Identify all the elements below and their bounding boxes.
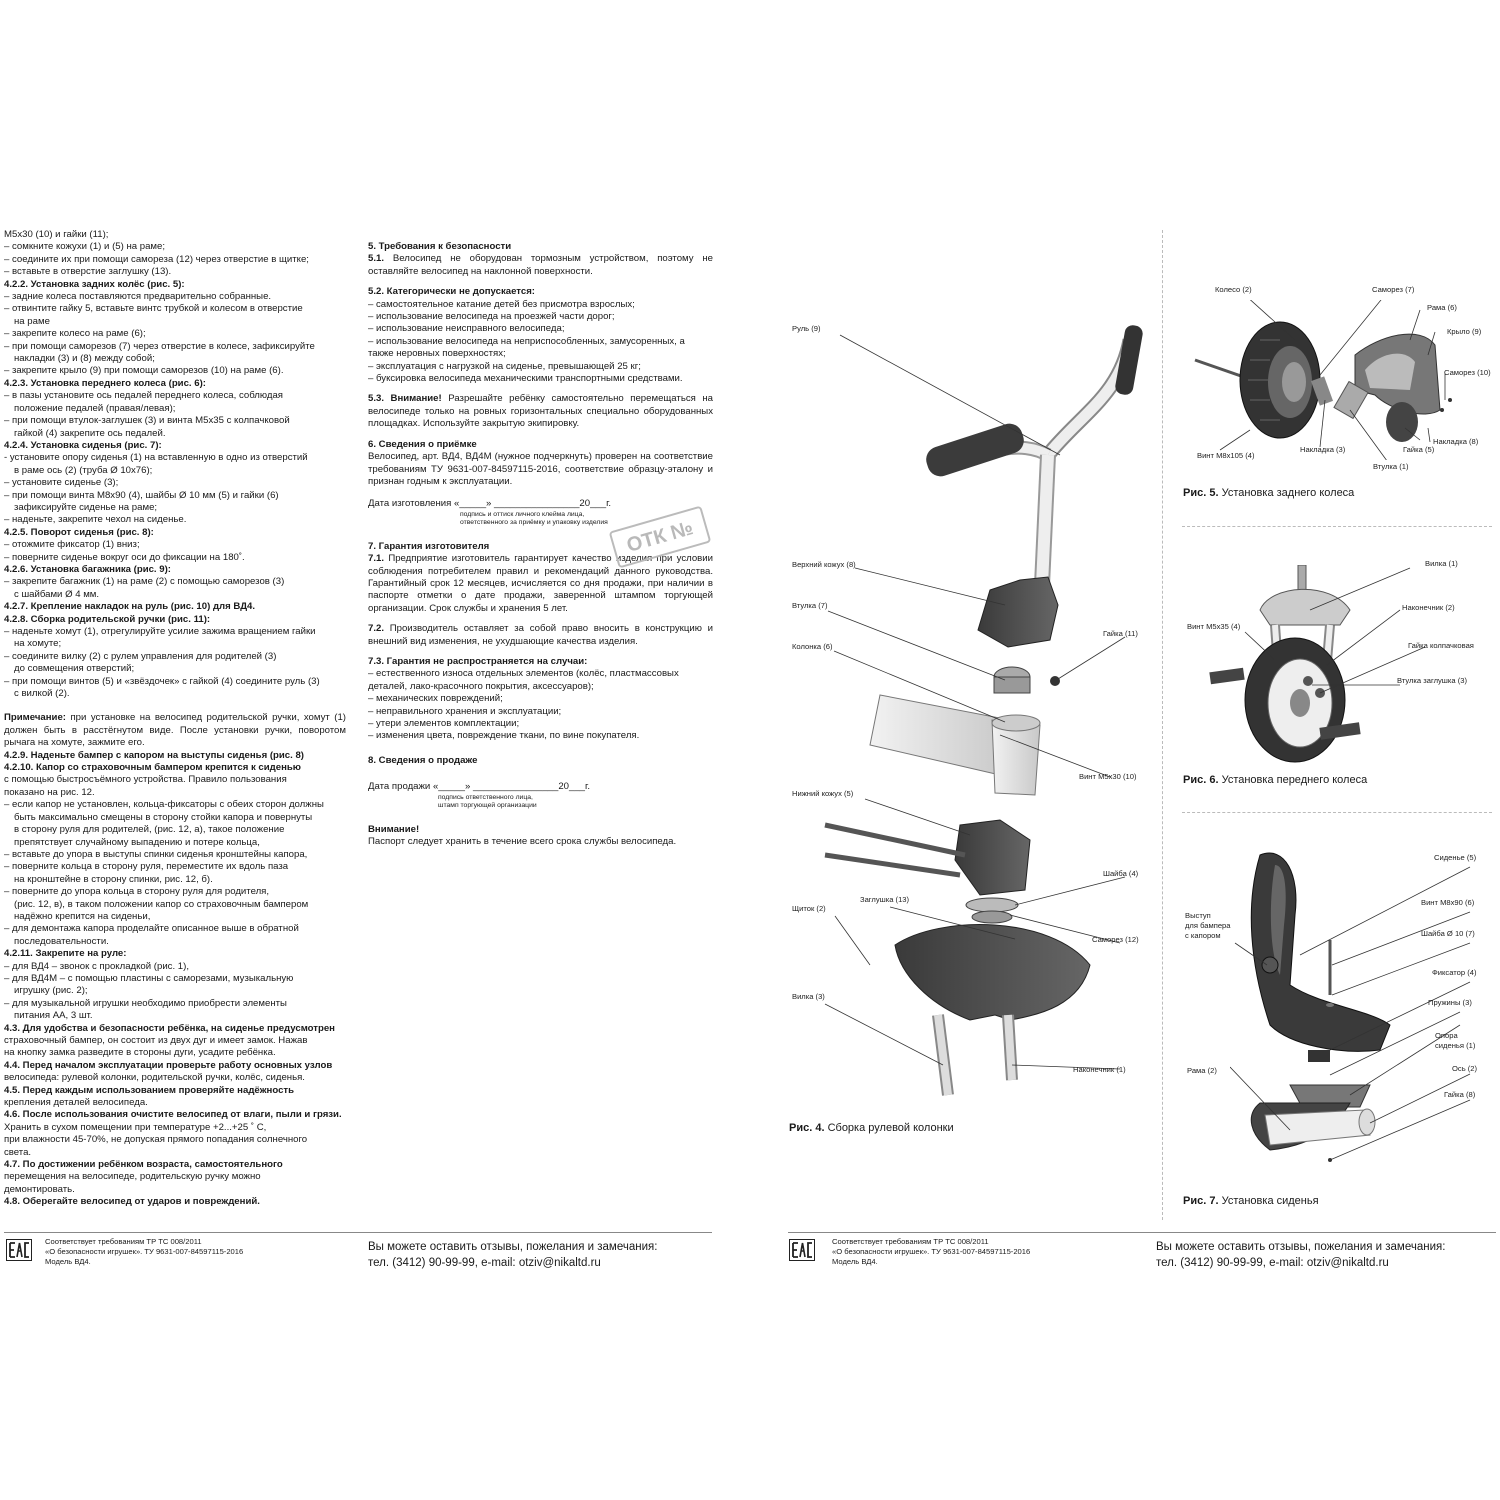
left-text-line: – при помощи втулок-заглушек (3) и винта М5х35 с колпачковой: [4, 415, 290, 427]
left-text-line: крепления деталей велосипеда.: [4, 1097, 148, 1109]
fig7-label-bump: Выступ для бампера с капором: [1185, 911, 1231, 940]
left-text-line: с вилкой (2).: [14, 688, 70, 700]
otk-stamp: ОТК №: [609, 506, 712, 569]
left-text-line: – установите сиденье (3);: [4, 477, 119, 489]
fig5-caption: Рис. 5. Установка заднего колеса: [1183, 487, 1355, 499]
figure-divider: [1162, 230, 1163, 1220]
s5-3: 5.3. Внимание! Разрешайте ребёнку самостоятельно перемещаться на велосипеде только на ровных горизонтальных специально оборудованных площадках. Используйте закрытую экипировку.: [368, 393, 713, 430]
left-text-line: 4.2.9. Наденьте бампер с капором на выступы сиденья (рис. 8): [4, 749, 304, 761]
s7-3-item: – неправильного хранения и эксплуатации;: [368, 705, 562, 717]
fig4-label-plug: Заглушка (13): [860, 895, 910, 904]
s7-3-item: – утери элементов комплектации;: [368, 718, 520, 729]
left-text-line: – для демонтажа капора проделайте описанное выше в обратной: [4, 923, 299, 935]
s7-1: 7.1. Предприятие изготовитель гарантирует качество изделия при условии соблюдения потребителем правил и рекомендаций данного руководства. Гарантийный срок 12 месяцев, исчисляется со дня продажи, при наличии в паспорте отметки о дате продажи, заверенной штампом торгующей организации. Срок службы и хранения 5 лет.: [368, 553, 713, 614]
left-text-line: с шайбами Ø 4 мм.: [14, 588, 100, 600]
s6-signature: подпись и оттиск личного клейма лица, ответственного за приёмку и упаковку изделия: [460, 510, 608, 526]
left-text-line: света.: [4, 1146, 32, 1158]
fig7-label-seat: Сиденье (5): [1434, 853, 1477, 862]
left-text-line: 4.2.4. Установка сиденья (рис. 7):: [4, 439, 162, 451]
s5-1: 5.1. Велосипед не оборудован тормозным устройством, поэтому не оставляйте велосипед на наклонной поверхности.: [368, 253, 713, 277]
fig7-illustration: [1230, 845, 1490, 1180]
fig4-label-washer: Шайба (4): [1103, 869, 1139, 878]
left-text-line: 4.4. Перед началом эксплуатации проверьте работу основных узлов: [4, 1059, 333, 1071]
left-text-line: 4.2.2. Установка задних колёс (рис. 5):: [4, 278, 185, 290]
s7-3-item: – естественного износа отдельных элементов (колёс, пластмассовых деталей, лако-красочного покрытия, аксессуаров);: [368, 668, 679, 692]
left-text-line: гайкой (4) закрепите ось педалей.: [14, 427, 166, 439]
fig7-label-support: Опора сиденья (1): [1435, 1031, 1476, 1050]
s5-2-item: – использование велосипеда на неприспособленных, замусоренных, а также неровных поверхностях;: [368, 335, 685, 360]
left-text-line: 4.2.8. Сборка родительской ручки (рис. 11):: [4, 613, 211, 625]
fig7-label-screw: Винт М8х90 (6): [1421, 898, 1475, 907]
fig7-label-lock: Фиксатор (4): [1432, 968, 1477, 977]
left-text-line: в сторону руля для родителей, (рис. 12, а), такое положение: [14, 824, 285, 836]
left-text-line: на хомуте;: [14, 638, 62, 650]
left-text-line: на кронштейне в сторону спинки, рис. 12, б).: [14, 873, 213, 885]
fig7-caption: Рис. 7. Установка сиденья: [1183, 1195, 1319, 1207]
left-text-line: - установите опору сиденья (1) на вставленную в одно из отверстий: [4, 452, 308, 464]
left-text-line: М5х30 (10) и гайки (11);: [4, 229, 109, 240]
fig6-label-screw: Винт М5х35 (4): [1187, 622, 1241, 631]
left-text-line: 4.2.11. Закрепите на руле:: [4, 948, 127, 960]
left-text-line: – поверните до упора кольца в сторону руля для родителя,: [4, 886, 270, 898]
fig5-label-wing: Крыло (9): [1447, 327, 1482, 336]
left-text-line: демонтировать.: [4, 1183, 75, 1195]
fig4-label-fork: Вилка (3): [792, 992, 825, 1001]
left-text-line: на раме: [14, 315, 50, 327]
fig4-label-upper-cover: Верхний кожух (8): [792, 560, 856, 569]
fig5-label-bush: Втулка (1): [1373, 462, 1409, 471]
left-text-line: 4.2.5. Поворот сиденья (рис. 8):: [4, 526, 154, 538]
left-text-line: – поверните сиденье вокруг оси до фиксации на 180˚.: [4, 551, 245, 563]
fig6-label-plug: Втулка заглушка (3): [1397, 676, 1467, 685]
fig4-label-nut: Гайка (11): [1103, 629, 1138, 638]
left-text-line: – соедините их при помощи самореза (12) через отверстие в щитке;: [4, 253, 309, 265]
left-text-line: на кнопку замка разведите в стороны дуги, усадите ребёнка.: [4, 1047, 276, 1059]
fig5-label-pad3: Накладка (3): [1300, 445, 1346, 454]
left-text-line: – для ВД4 – звонок с прокладкой (рис. 1),: [4, 960, 190, 972]
left-text-line: велосипеда: рулевой колонки, родительской ручки, колёс, сиденья.: [4, 1072, 305, 1084]
footer-rule-left: [4, 1232, 712, 1233]
fig5-label-wheel: Колесо (2): [1215, 285, 1252, 294]
s5-2-item: – использование неисправного велосипеда;: [368, 323, 565, 335]
s5-2-item: – использование велосипеда на проезжей части дорог;: [368, 311, 615, 323]
left-text-line: – наденьте хомут (1), отрегулируйте усилие зажима вращением гайки: [4, 626, 316, 637]
fig4-label-self-tapper: Саморез (12): [1092, 935, 1139, 944]
left-text-line: – закрепите колесо на раме (6);: [4, 328, 146, 340]
fig7-label-axle: Ось (2): [1452, 1064, 1478, 1073]
fig4-label-rul: Руль (9): [792, 324, 821, 333]
s7-3-item: – изменения цвета, повреждение ткани, по вине покупателя.: [368, 730, 640, 742]
left-text-line: 4.6. После использования очистите велосипед от влаги, пыли и грязи.: [4, 1109, 342, 1121]
s6-title: 6. Сведения о приёмке: [368, 438, 477, 450]
s5-title: 5. Требования к безопасности: [368, 241, 512, 252]
left-text-line: игрушку (рис. 2);: [14, 985, 88, 997]
left-text-line: положение педалей (правая/левая);: [14, 402, 176, 414]
fig5-label-screw: Винт М8х105 (4): [1197, 451, 1255, 460]
footer-rule-right: [788, 1232, 1496, 1233]
left-text-line: до совмещения отверстий;: [14, 663, 135, 675]
left-text-line: – для ВД4М – с помощью пластины с саморезами, музыкальную: [4, 972, 294, 984]
left-text-line: – соедините вилку (2) с рулем управления для родителей (3): [4, 650, 277, 662]
left-text-line: 4.2.3. Установка переднего колеса (рис. 6):: [4, 377, 206, 389]
s8-signature: подпись ответственного лица, штамп торгующей организации: [438, 793, 537, 809]
left-text-line: – закрепите крыло (9) при помощи саморезов (10) на раме (6).: [4, 365, 284, 377]
fig4-label-column: Колонка (6): [792, 642, 833, 651]
left-text-line: в раме ось (2) (труба Ø 10х76);: [14, 464, 153, 476]
fig5-label-nut: Гайка (5): [1403, 445, 1435, 454]
fig7-label-washer: Шайба Ø 10 (7): [1421, 929, 1475, 938]
fig4-label-shield: Щиток (2): [792, 904, 826, 913]
left-text-line: 4.8. Оберегайте велосипед от ударов и повреждений.: [4, 1196, 260, 1208]
left-text-line: 4.2.7. Крепление накладок на руль (рис. 10) для ВД4.: [4, 601, 256, 613]
footer-cert-right: Соответствует требованиям ТР ТС 008/2011 «О безопасности игрушек». ТУ 9631-007-84597115-2016 Модель ВД4.: [832, 1237, 1031, 1266]
fig5-label-self7: Саморез (7): [1372, 285, 1415, 294]
fig4-caption: Рис. 4. Сборка рулевой колонки: [789, 1122, 954, 1134]
left-text-line: – при помощи винта М8х90 (4), шайбы Ø 10 мм (5) и гайки (6): [4, 489, 279, 501]
fig4-label-tip: Наконечник (1): [1073, 1065, 1126, 1074]
s7-3-list: [368, 668, 713, 742]
left-text-line: 4.7. По достижении ребёнком возраста, самостоятельного: [4, 1159, 283, 1171]
left-text-line: 4.2.10. Капор со страховочным бампером крепится к сиденью: [4, 762, 301, 774]
fig5-label-frame: Рама (6): [1427, 303, 1457, 312]
s5-2-title: 5.2. Категорически не допускается:: [368, 286, 535, 298]
left-text-line: – отвинтите гайку 5, вставьте винтс трубкой и колесом в отверстие: [4, 303, 303, 315]
left-text-line: – при помощи саморезов (7) через отверстие в колесе, зафиксируйте: [4, 340, 315, 352]
note-paragraph: Примечание: при установке на велосипед родительской ручки, хомут (1) должен быть в расстёгнутом виде. После установки ручки, поворотом рычага на хомуте, зажмите его.: [4, 712, 346, 749]
left-text-line: – вставьте до упора в выступы спинки сиденья кронштейны капора,: [4, 848, 308, 860]
fig6-label-capnut: Гайка колпачковая: [1408, 641, 1474, 650]
s6-date: Дата изготовления «_____» ________________20___г.: [368, 498, 612, 510]
left-text-line: питания АА, 3 шт.: [14, 1010, 93, 1022]
footer-feedback-right: Вы можете оставить отзывы, пожелания и замечания: тел. (3412) 90-99-99, e-mail: otziv@nikaltd.ru: [1156, 1241, 1446, 1269]
left-text-line: последовательности.: [14, 935, 109, 947]
left-text-line: – сомкните кожухи (1) и (5) на раме;: [4, 241, 166, 253]
left-text-line: – для музыкальной игрушки необходимо приобрести элементы: [4, 997, 287, 1009]
left-text-line: с помощью быстросъёмного устройства. Правило пользования: [4, 774, 287, 786]
left-text-line: 4.5. Перед каждым использованием проверяйте надёжность: [4, 1084, 295, 1096]
left-text-column: [4, 229, 346, 1209]
fig6-caption: Рис. 6. Установка переднего колеса: [1183, 774, 1368, 786]
s7-title: 7. Гарантия изготовителя: [368, 540, 490, 552]
eac-mark-icon: [6, 1239, 32, 1261]
s7-3-item: – механических повреждений;: [368, 693, 503, 705]
fig6-illustration: [1200, 565, 1490, 765]
left-text-line: страховочный бампер, он состоит из двух дуг и имеет замок. Нажав: [4, 1035, 308, 1046]
left-text-line: – при помощи винтов (5) и «звёздочек» с гайкой (4) соедините руль (3): [4, 675, 320, 687]
left-text-line: зафиксируйте сиденье на раме;: [14, 501, 158, 513]
left-text-line: 4.2.6. Установка багажника (рис. 9):: [4, 563, 171, 575]
left-text-line: показано на рис. 12.: [4, 786, 95, 798]
left-text-line: (рис. 12, в), в таком положении капор со страховочным бампером: [14, 898, 309, 910]
footer-cert-left: Соответствует требованиям ТР ТС 008/2011 «О безопасности игрушек». ТУ 9631-007-84597115-2016 Модель ВД4.: [45, 1237, 244, 1266]
s6-text: Велосипед, арт. ВД4, ВД4М (нужное подчеркнуть) проверен на соответствие требованиям ТУ 9631-007-84597115-2016, соответствие образцу-эталону и признан годным к эксплуатации.: [368, 451, 713, 487]
fig7-label-frame: Рама (2): [1187, 1066, 1217, 1075]
left-text-line: препятствует случайному выпадению и потере кольца,: [14, 836, 260, 848]
s5-2-list: [368, 299, 713, 386]
left-text-line: – задние колеса поставляются предварительно собранные.: [4, 291, 272, 303]
left-text-line: – поверните кольца в сторону руля, переместите их вдоль паза: [4, 861, 289, 873]
left-text-line: – закрепите багажник (1) на раме (2) с помощью саморезов (3): [4, 576, 285, 588]
s8-title: 8. Сведения о продаже: [368, 754, 478, 766]
left-text-line: надёжно крепится на сиденьи,: [14, 910, 151, 922]
left-text-line: Хранить в сухом помещении при температуре +2...+25 ˚ С,: [4, 1121, 267, 1133]
left-text-line: – если капор не установлен, кольца-фиксаторы с обеих сторон должны: [4, 799, 324, 811]
fig5-separator: [1182, 526, 1492, 527]
attention-title: Внимание!: [368, 823, 420, 835]
fig7-label-nut: Гайка (8): [1444, 1090, 1476, 1099]
s5-2-item: – буксировка велосипеда механическими транспортными средствами.: [368, 373, 683, 385]
left-text-line: перемещения на велосипеде, родительскую ручку можно: [4, 1171, 261, 1183]
left-text-line: 4.3. Для удобства и безопасности ребёнка, на сиденье предусмотрен: [4, 1022, 335, 1034]
s5-2-item: – самостоятельное катание детей без присмотра взрослых;: [368, 298, 635, 310]
left-text-line: быть максимально смещены в сторону стойки капора и повернуты: [14, 811, 313, 823]
left-text-line: – наденьте, закрепите чехол на сиденье.: [4, 514, 187, 526]
left-text-line: – в пазы установите ось педалей переднего колеса, соблюдая: [4, 390, 283, 402]
s8-date: Дата продажи «_____» ________________20___г.: [368, 781, 590, 793]
left-text-line: накладки (3) и (8) между собой;: [14, 353, 155, 365]
s7-2: 7.2. Производитель оставляет за собой право вносить в конструкцию и внешний вид изменения, не ухудшающие качества изделия.: [368, 623, 713, 647]
attention-text: Паспорт следует хранить в течение всего срока службы велосипеда.: [368, 836, 677, 848]
fig7-label-springs: Пружины (3): [1428, 998, 1472, 1007]
eac-mark-icon: [789, 1239, 815, 1261]
fig6-label-tip: Наконечник (2): [1402, 603, 1455, 612]
fig5-label-self10: Саморез (10): [1444, 368, 1491, 377]
left-text-line: – вставьте в отверстие заглушку (13).: [4, 266, 172, 278]
left-text-line: при влажности 45-70%, не допуская прямого попадания солнечного: [4, 1134, 308, 1146]
fig5-label-pad8: Накладка (8): [1433, 437, 1479, 446]
fig4-label-screw: Винт М5х30 (10): [1079, 772, 1137, 781]
s5-2-item: – эксплуатация с нагрузкой на сиденье, превышающей 25 кг;: [368, 360, 641, 372]
fig4-label-bush: Втулка (7): [792, 601, 828, 610]
left-text-line: – отожмите фиксатор (1) вниз;: [4, 539, 140, 551]
fig6-separator: [1182, 812, 1492, 813]
fig4-illustration: [780, 315, 1160, 1135]
footer-feedback-left: Вы можете оставить отзывы, пожелания и замечания: тел. (3412) 90-99-99, e-mail: otziv@nikaltd.ru: [368, 1241, 658, 1269]
s7-3-title: 7.3. Гарантия не распространяется на случаи:: [368, 655, 588, 667]
fig5-illustration: [1190, 300, 1490, 460]
fig4-label-lower-cover: Нижний кожух (5): [792, 789, 854, 798]
fig6-label-fork: Вилка (1): [1425, 559, 1458, 568]
